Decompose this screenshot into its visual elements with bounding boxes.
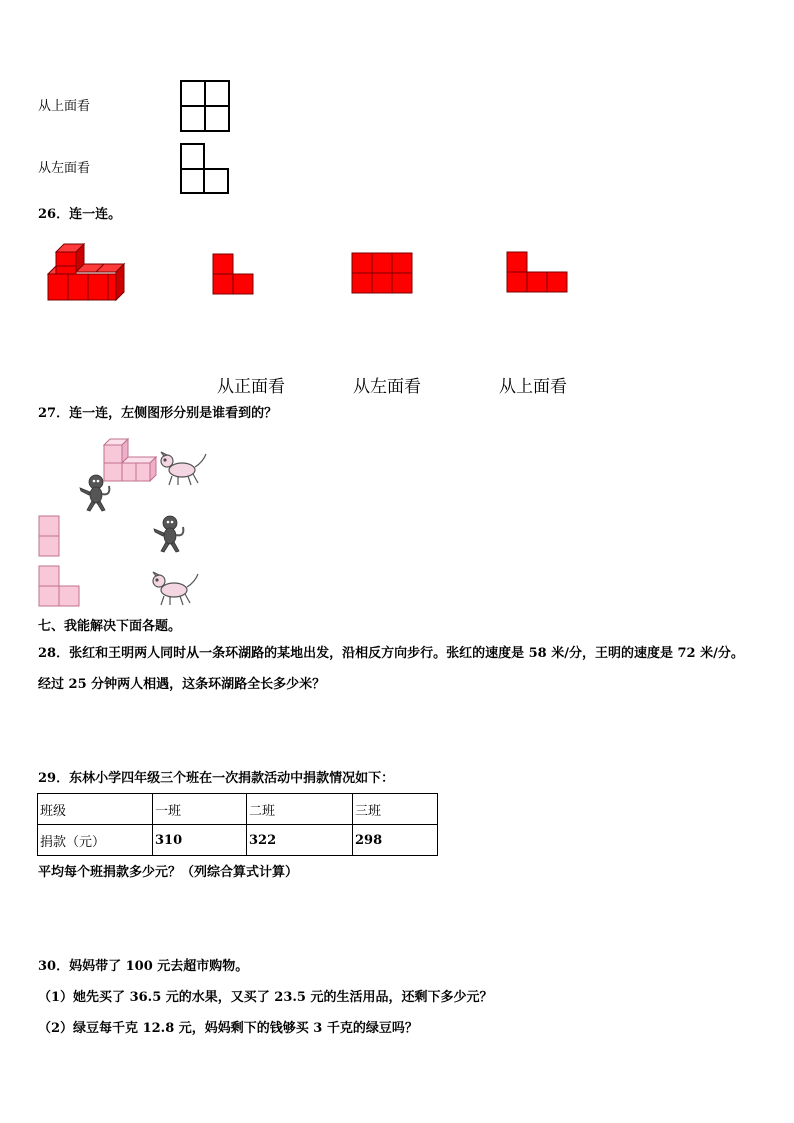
q26-red-view-c <box>506 251 568 293</box>
q28-line2: 经过 25 分钟两人相遇，这条环湖路全长多少米？ <box>38 677 326 692</box>
table-cell: 322 <box>247 825 353 856</box>
table-cell: 三班 <box>353 794 438 825</box>
q27-title: 27．连一连，左侧图形分别是谁看到的？ <box>38 406 278 421</box>
q26-red-view-a <box>212 253 256 295</box>
q26-red-cube-solid <box>46 240 126 302</box>
q26-label-front: 从正面看 <box>217 377 285 397</box>
donation-table <box>37 793 438 856</box>
q29-title: 29．东林小学四年级三个班在一次捐款活动中捐款情况如下： <box>38 771 395 786</box>
section7-title: 七、我能解决下面各题。 <box>38 619 182 634</box>
left-view-grid <box>180 143 230 195</box>
q26-label-top: 从上面看 <box>499 377 567 397</box>
left-view-label: 从左面看 <box>38 161 91 176</box>
q30-sub1: （1）她先买了 36.5 元的水果，又买了 23.5 元的生活用品，还剩下多少元？ <box>38 990 493 1005</box>
q26-label-left: 从左面看 <box>353 377 421 397</box>
top-view-grid <box>180 80 230 132</box>
table-row <box>38 794 438 825</box>
q27-pink-view-a <box>38 515 62 559</box>
q29-question: 平均每个班捐款多少元？（列综合算式计算） <box>38 865 299 880</box>
q27-dog-icon-1 <box>158 450 208 488</box>
table-cell: 捐款（元） <box>38 825 153 856</box>
q27-dog-icon-2 <box>150 570 200 608</box>
table-cell: 一班 <box>153 794 247 825</box>
q27-pink-view-b <box>38 565 82 609</box>
q28-line1: 28．张红和王明两人同时从一条环湖路的某地出发，沿相反方向步行。张红的速度是 58 米/分，王明的速度是 72 米/分。 <box>38 646 744 661</box>
q26-title: 26．连一连。 <box>38 207 122 222</box>
q27-monkey-icon-1 <box>78 474 114 512</box>
q27-monkey-icon-2 <box>152 515 188 553</box>
top-view-label: 从上面看 <box>38 99 91 114</box>
table-cell: 298 <box>353 825 438 856</box>
table-row <box>38 825 438 856</box>
q30-sub2: （2）绿豆每千克 12.8 元，妈妈剩下的钱够买 3 千克的绿豆吗？ <box>38 1021 418 1036</box>
q30-title: 30．妈妈带了 100 元去超市购物。 <box>38 959 249 974</box>
q26-red-view-b <box>351 252 413 294</box>
table-cell: 班级 <box>38 794 153 825</box>
table-cell: 二班 <box>247 794 353 825</box>
table-cell: 310 <box>153 825 247 856</box>
